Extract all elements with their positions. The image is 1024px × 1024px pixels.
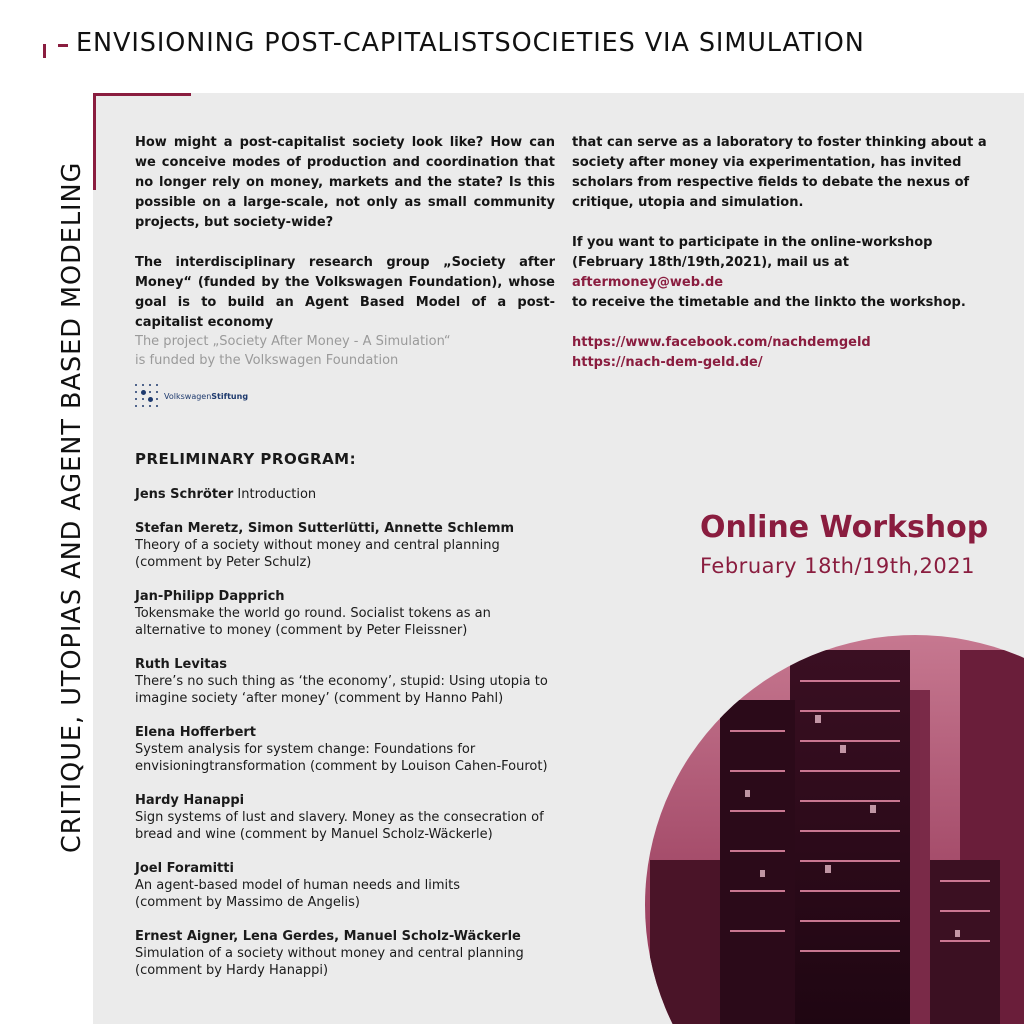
- side-title: CRITIQUE, UTOPIAS AND AGENT BASED MODELING: [57, 161, 87, 853]
- receive-text: to receive the timetable and the linkto the workshop.: [572, 295, 966, 310]
- speaker-names: Ernest Aigner, Lena Gerdes, Manuel Scholz-Wäckerle: [135, 929, 521, 944]
- talk-comment: (comment by Hardy Hanappi): [135, 963, 329, 978]
- panel-corner-accent: [93, 93, 191, 96]
- program-entry: [135, 792, 565, 843]
- corner-accent: [58, 44, 68, 47]
- facebook-link[interactable]: https://www.facebook.com/nachdemgeld: [572, 335, 871, 350]
- funding-note: [135, 332, 535, 370]
- talk-comment: (comment by Manuel Scholz-Wäckerle): [239, 827, 493, 842]
- talk-comment: (comment by Massimo de Angelis): [135, 895, 360, 910]
- program-entry: [135, 928, 565, 979]
- talk-title: Sign systems of lust and slavery. Money as the consecration of bread and wine: [135, 810, 544, 842]
- talk-title: Theory of a society without money and central planning: [135, 538, 500, 553]
- talk-title: An agent-based model of human needs and limits: [135, 878, 460, 893]
- talk-title: Simulation of a society without money and central planning: [135, 946, 524, 961]
- speaker-names: Joel Foramitti: [135, 861, 234, 876]
- intro-left-column: [135, 133, 555, 353]
- talk-title: Tokensmake the world go round. Socialist tokens as an alternative to money: [135, 606, 491, 638]
- program-entry: [135, 724, 565, 775]
- logo-dots-icon: [135, 384, 159, 408]
- talk-comment: (comment by Louison Cahen-Fourot): [309, 759, 548, 774]
- intro-paragraph: The interdisciplinary research group „Society after Money“ (funded by the Volkswagen Foundation), whose goal is to build an Agent Based Model of a post-capitalist economy: [135, 255, 555, 330]
- speaker-names: Jens Schröter: [135, 487, 234, 502]
- intro-right-column: [572, 133, 992, 373]
- talk-title: There’s no such thing as ‘the economy’, stupid: Using utopia to imagine society ‘after money’: [135, 674, 548, 706]
- funding-line: The project „Society After Money - A Simulation“: [135, 334, 451, 349]
- workshop-title: Online Workshop: [700, 510, 989, 545]
- intro-paragraph: How might a post-capitalist society look like? How can we conceive modes of production and coordination that no longer rely on money, markets and the state? Is this possible on a large-scale, not only as small community projects, but society-wide?: [135, 135, 555, 230]
- workshop-date: February 18th/19th,2021: [700, 554, 975, 578]
- program-entry: [135, 588, 565, 639]
- program-entry: [135, 520, 565, 571]
- speaker-names: Ruth Levitas: [135, 657, 228, 672]
- main-title: ENVISIONING POST-CAPITALISTSOCIETIES VIA SIMULATION: [76, 28, 865, 58]
- corner-accent: [43, 44, 46, 58]
- website-link[interactable]: https://nach-dem-geld.de/: [572, 355, 763, 370]
- intro-paragraph: that can serve as a laboratory to foster thinking about a society after money via experimentation, has invited scholars from respective fields to debate the nexus of critique, utopia and simulation.: [572, 135, 987, 210]
- talk-comment: (comment by Peter Fleissner): [275, 623, 468, 638]
- volkswagen-stiftung-logo: [135, 384, 248, 408]
- program-list: [135, 486, 565, 996]
- speaker-names: Elena Hofferbert: [135, 725, 257, 740]
- program-entry: [135, 486, 565, 503]
- program-heading: PRELIMINARY PROGRAM:: [135, 450, 357, 468]
- program-entry: [135, 860, 565, 911]
- email-link[interactable]: aftermoney@web.de: [572, 275, 724, 290]
- talk-comment: (comment by Hanno Pahl): [333, 691, 504, 706]
- program-entry: [135, 656, 565, 707]
- funding-line: is funded by the Volkswagen Foundation: [135, 353, 399, 368]
- logo-text: VolkswagenStiftung: [164, 391, 249, 401]
- speaker-names: Stefan Meretz, Simon Sutterlütti, Annette Schlemm: [135, 521, 515, 536]
- talk-title: Introduction: [237, 487, 317, 502]
- speaker-names: Jan-Philipp Dapprich: [135, 589, 285, 604]
- talk-comment: (comment by Peter Schulz): [135, 555, 312, 570]
- panel-corner-accent: [93, 93, 96, 190]
- talk-title: System analysis for system change: Foundations for envisioningtransformation: [135, 742, 476, 774]
- participate-text: If you want to participate in the online-workshop (February 18th/19th,2021), mail us at: [572, 235, 933, 270]
- speaker-names: Hardy Hanappi: [135, 793, 245, 808]
